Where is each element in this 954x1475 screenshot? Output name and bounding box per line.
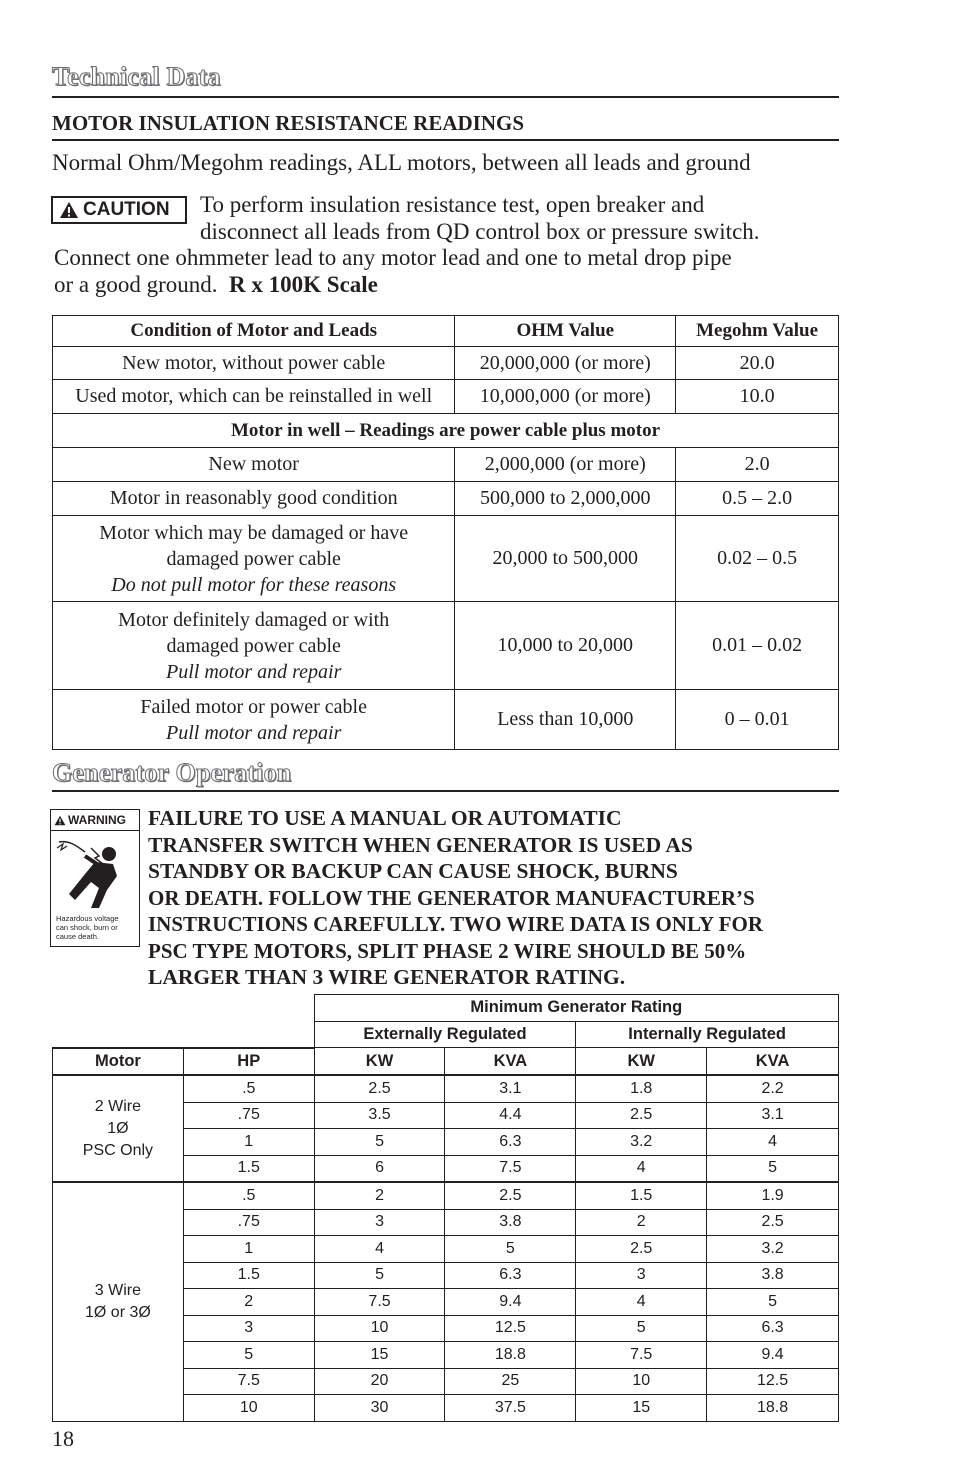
ext-kva-cell: 3.8: [445, 1209, 576, 1236]
ext-kva-cell: 9.4: [445, 1289, 576, 1316]
table-header-row: [53, 316, 839, 347]
table-row: [53, 1075, 839, 1102]
hp-cell: .75: [183, 1209, 314, 1236]
warning-small-line: cause death.: [56, 932, 99, 941]
table-row: [53, 690, 839, 750]
megohm-cell: 0.5 – 2.0: [676, 482, 839, 516]
caution-text-line-4: [54, 272, 378, 298]
header-megohm: Megohm Value: [676, 316, 839, 347]
warning-small-line: Hazardous voltage: [56, 914, 119, 923]
megohm-cell: 0 – 0.01: [676, 690, 839, 750]
table-group-row: [53, 1021, 839, 1048]
condition-note: Pull motor and repair: [166, 660, 342, 683]
section-title-technical-data: Technical Data: [52, 62, 221, 91]
int-kva-cell: 3.1: [707, 1102, 839, 1129]
condition-line: Motor which may be damaged or have: [99, 521, 409, 544]
warning-triangle-icon: [54, 815, 66, 826]
ext-kw-cell: 20: [314, 1368, 445, 1395]
motor-type-line: 1Ø: [107, 1119, 129, 1137]
int-kw-cell: 1.5: [576, 1182, 707, 1209]
caution-label: CAUTION: [83, 199, 170, 220]
megohm-cell: 20.0: [676, 347, 839, 380]
condition-line: Motor definitely damaged or with: [118, 608, 390, 631]
caution-text-line-4-main: or a good ground.: [54, 272, 218, 297]
caution-text-line-3: Connect one ohmmeter lead to any motor lead and one to metal drop pipe: [54, 245, 732, 270]
int-kw-cell: 2: [576, 1209, 707, 1236]
warning-text-line: OR DEATH. FOLLOW THE GENERATOR MANUFACTURER’S: [148, 885, 755, 910]
header-ohm: OHM Value: [455, 316, 676, 347]
ext-kw-cell: 2: [314, 1182, 445, 1209]
ext-kw-cell: 7.5: [314, 1289, 445, 1316]
hp-cell: 1.5: [183, 1262, 314, 1289]
warning-text-line: STANDBY OR BACKUP CAN CAUSE SHOCK, BURNS: [148, 859, 678, 883]
caution-text-line-2: disconnect all leads from QD control box or pressure switch.: [200, 219, 760, 244]
two-wire-group: [53, 1075, 839, 1182]
motor-type-cell: [53, 1182, 184, 1421]
warning-small-text: [56, 914, 119, 941]
ext-kw-cell: 6: [314, 1155, 445, 1182]
condition-note: Pull motor and repair: [166, 721, 342, 744]
internally-regulated-heading: Internally Regulated: [576, 1021, 839, 1048]
ext-kva-cell: 12.5: [445, 1315, 576, 1342]
int-kva-cell: 2.2: [707, 1075, 839, 1102]
ext-kw-cell: 2.5: [314, 1075, 445, 1102]
ohm-cell: 20,000,000 (or more): [455, 347, 676, 380]
subheading-rule: [52, 139, 839, 141]
condition-cell: Motor in reasonably good condition: [53, 482, 455, 516]
motor-type-line: 3 Wire: [94, 1281, 142, 1299]
int-kw-cell: 3.2: [576, 1129, 707, 1156]
table-row: [53, 482, 839, 516]
header-ext-kva: KVA: [445, 1048, 576, 1076]
ohm-cell: 2,000,000 (or more): [455, 448, 676, 482]
header-ext-kw: KW: [314, 1048, 445, 1076]
int-kva-cell: 9.4: [707, 1342, 839, 1369]
motor-type-line: 1Ø or 3Ø: [85, 1303, 151, 1321]
int-kw-cell: 4: [576, 1289, 707, 1316]
minimum-generator-rating-heading: Minimum Generator Rating: [314, 995, 838, 1022]
condition-cell: New motor, without power cable: [53, 347, 455, 380]
warning-header: [51, 810, 139, 831]
warning-label-box: [50, 809, 140, 947]
header-hp: HP: [183, 1048, 314, 1076]
table-row: [53, 516, 839, 602]
header-int-kva: KVA: [707, 1048, 839, 1076]
condition-cell: [53, 690, 455, 750]
int-kva-cell: 1.9: [707, 1182, 839, 1209]
warning-text-line: LARGER THAN 3 WIRE GENERATOR RATING.: [148, 965, 626, 989]
int-kw-cell: 2.5: [576, 1236, 707, 1263]
ext-kw-cell: 5: [314, 1129, 445, 1156]
table-subheader-row: [53, 414, 839, 448]
ext-kw-cell: 15: [314, 1342, 445, 1369]
title-rule: [52, 96, 839, 98]
megohm-cell: 0.02 – 0.5: [676, 516, 839, 602]
table-row: [53, 602, 839, 690]
int-kw-cell: 4: [576, 1155, 707, 1182]
warning-text-line: FAILURE TO USE A MANUAL OR AUTOMATIC: [148, 806, 622, 830]
int-kva-cell: 4: [707, 1129, 839, 1156]
ext-kva-cell: 7.5: [445, 1155, 576, 1182]
condition-note: Do not pull motor for these reasons: [111, 573, 397, 596]
table-row: [53, 448, 839, 482]
table-row: [53, 347, 839, 380]
int-kva-cell: 18.8: [707, 1395, 839, 1422]
ext-kva-cell: 4.4: [445, 1102, 576, 1129]
hp-cell: 5: [183, 1342, 314, 1369]
warning-text-line: INSTRUCTIONS CAREFULLY. TWO WIRE DATA IS ONLY FOR: [148, 912, 763, 936]
ext-kva-cell: 6.3: [445, 1262, 576, 1289]
ext-kva-cell: 3.1: [445, 1075, 576, 1102]
electric-shock-icon: [55, 834, 135, 912]
int-kw-cell: 2.5: [576, 1102, 707, 1129]
motor-type-line: 2 Wire: [94, 1097, 142, 1115]
subheading-insulation: MOTOR INSULATION RESISTANCE READINGS: [52, 111, 525, 135]
warning-text: [148, 805, 848, 991]
condition-cell: New motor: [53, 448, 455, 482]
ohm-cell: 10,000 to 20,000: [455, 602, 676, 690]
hp-cell: .5: [183, 1075, 314, 1102]
hp-cell: 3: [183, 1315, 314, 1342]
generator-title-rule: [52, 790, 839, 792]
warning-label: WARNING: [68, 813, 126, 827]
motor-in-well-heading: Motor in well – Readings are power cable plus motor: [53, 414, 839, 448]
ext-kw-cell: 5: [314, 1262, 445, 1289]
header-motor: Motor: [53, 1048, 184, 1076]
ohm-cell: Less than 10,000: [455, 690, 676, 750]
caution-badge: [51, 196, 187, 224]
int-kva-cell: 2.5: [707, 1209, 839, 1236]
warning-small-line: can shock, burn or: [56, 923, 118, 932]
table-title-row: [53, 995, 839, 1022]
hp-cell: 7.5: [183, 1368, 314, 1395]
ext-kw-cell: 3.5: [314, 1102, 445, 1129]
condition-cell: [53, 516, 455, 602]
condition-line: damaged power cable: [166, 547, 341, 570]
int-kw-cell: 1.8: [576, 1075, 707, 1102]
scale-label: R x 100K Scale: [229, 272, 378, 297]
intro-text: Normal Ohm/Megohm readings, ALL motors, between all leads and ground: [52, 150, 751, 175]
hp-cell: 1: [183, 1236, 314, 1263]
int-kva-cell: 5: [707, 1289, 839, 1316]
int-kva-cell: 5: [707, 1155, 839, 1182]
hp-cell: 10: [183, 1395, 314, 1422]
megohm-cell: 2.0: [676, 448, 839, 482]
table-header-row: [53, 1048, 839, 1076]
generator-rating-table: [52, 994, 839, 1422]
condition-line: Failed motor or power cable: [140, 695, 367, 718]
page-number: 18: [52, 1426, 74, 1451]
hp-cell: .75: [183, 1102, 314, 1129]
int-kva-cell: 3.2: [707, 1236, 839, 1263]
table-row: [53, 380, 839, 414]
ext-kw-cell: 30: [314, 1395, 445, 1422]
caution-triangle-icon: [59, 201, 79, 219]
externally-regulated-heading: Externally Regulated: [314, 1021, 576, 1048]
megohm-cell: 10.0: [676, 380, 839, 414]
megohm-cell: 0.01 – 0.02: [676, 602, 839, 690]
int-kw-cell: 15: [576, 1395, 707, 1422]
int-kva-cell: 12.5: [707, 1368, 839, 1395]
hp-cell: .5: [183, 1182, 314, 1209]
header-condition: Condition of Motor and Leads: [53, 316, 455, 347]
warning-text-line: TRANSFER SWITCH WHEN GENERATOR IS USED AS: [148, 832, 693, 857]
ohm-cell: 10,000,000 (or more): [455, 380, 676, 414]
ext-kva-cell: 37.5: [445, 1395, 576, 1422]
int-kw-cell: 5: [576, 1315, 707, 1342]
condition-cell: Used motor, which can be reinstalled in well: [53, 380, 455, 414]
ohm-cell: 500,000 to 2,000,000: [455, 482, 676, 516]
ext-kw-cell: 4: [314, 1236, 445, 1263]
ext-kw-cell: 10: [314, 1315, 445, 1342]
int-kw-cell: 7.5: [576, 1342, 707, 1369]
header-int-kw: KW: [576, 1048, 707, 1076]
ext-kva-cell: 25: [445, 1368, 576, 1395]
condition-line: damaged power cable: [166, 634, 341, 657]
ext-kva-cell: 2.5: [445, 1182, 576, 1209]
three-wire-group: [53, 1182, 839, 1421]
section-title-generator-operation: Generator Operation: [52, 758, 292, 787]
ohm-cell: 20,000 to 500,000: [455, 516, 676, 602]
warning-text-line: PSC TYPE MOTORS, SPLIT PHASE 2 WIRE SHOULD BE 50%: [148, 938, 747, 963]
ext-kva-cell: 6.3: [445, 1129, 576, 1156]
motor-type-line: PSC Only: [82, 1141, 154, 1159]
hp-cell: 1: [183, 1129, 314, 1156]
motor-type-cell: [53, 1075, 184, 1182]
ext-kva-cell: 18.8: [445, 1342, 576, 1369]
condition-cell: [53, 602, 455, 690]
table-row: [53, 1182, 839, 1209]
ext-kw-cell: 3: [314, 1209, 445, 1236]
int-kw-cell: 10: [576, 1368, 707, 1395]
int-kva-cell: 6.3: [707, 1315, 839, 1342]
insulation-resistance-table: [52, 315, 839, 750]
caution-text-line-1: To perform insulation resistance test, open breaker and: [200, 192, 705, 217]
ext-kva-cell: 5: [445, 1236, 576, 1263]
hp-cell: 1.5: [183, 1155, 314, 1182]
int-kva-cell: 3.8: [707, 1262, 839, 1289]
hp-cell: 2: [183, 1289, 314, 1316]
int-kw-cell: 3: [576, 1262, 707, 1289]
